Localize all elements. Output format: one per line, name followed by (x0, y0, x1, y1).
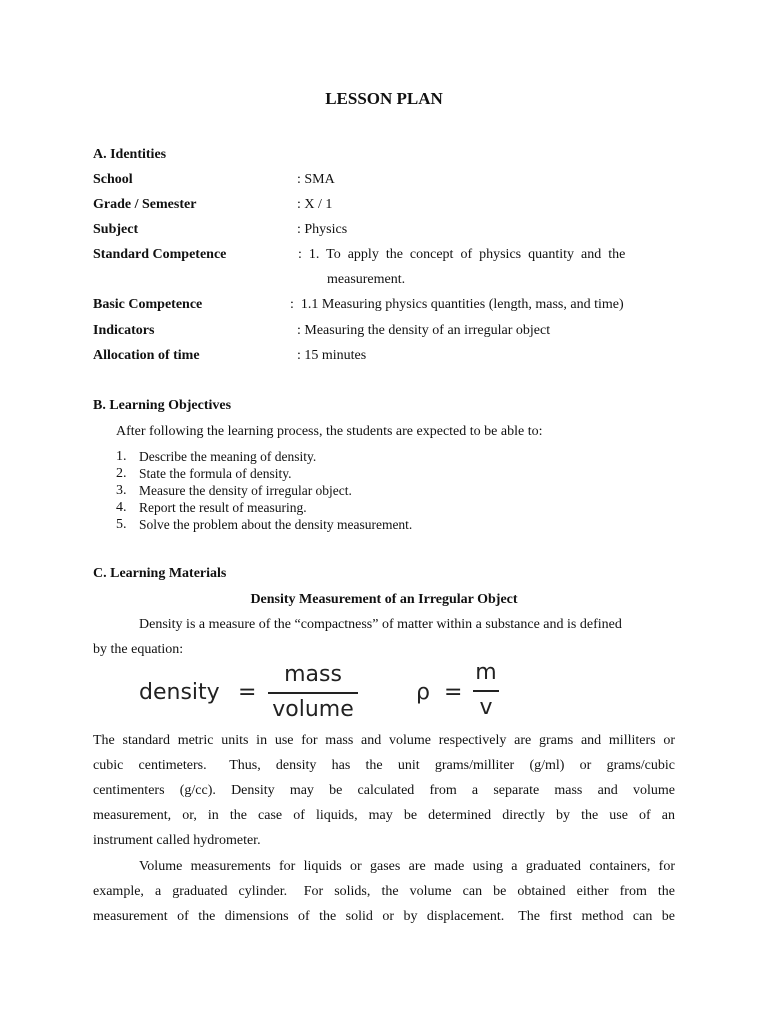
list-item-number: 2. (116, 466, 127, 481)
value-indicators: : Measuring the density of an irregular object (297, 323, 551, 338)
value-allocation-of-time: : 15 minutes (297, 348, 367, 363)
formula-equals: = (238, 680, 257, 705)
value-school: : SMA (297, 172, 335, 187)
label-indicators: Indicators (93, 323, 155, 338)
formula-numerator-2: m (475, 660, 497, 685)
paragraph-line: measurement, or, in the case of liquids, may be determined directly by the use of an (93, 808, 675, 823)
section-c-subtitle: Density Measurement of an Irregular Object (250, 592, 518, 607)
value-grade-semester: : X / 1 (297, 197, 333, 212)
paragraph-line: instrument called hydrometer. (93, 833, 261, 848)
paragraph-line: example, a graduated cylinder. For solids, the volume can be obtained either from the (93, 884, 675, 899)
list-item-number: 3. (116, 483, 127, 498)
page-title: LESSON PLAN (325, 89, 443, 108)
label-standard-competence: Standard Competence (93, 247, 227, 262)
list-item: Describe the meaning of density. (139, 449, 317, 464)
fraction-bar (268, 692, 358, 694)
paragraph-line: measurement of the dimensions of the solid or by displacement. The first method can be (93, 909, 675, 924)
formula-denominator-2: v (479, 695, 493, 720)
list-item: Report the result of measuring. (139, 500, 307, 515)
label-basic-competence: Basic Competence (93, 297, 203, 312)
section-a-heading: A. Identities (93, 147, 167, 162)
label-grade-semester: Grade / Semester (93, 197, 197, 212)
fraction-bar-2 (473, 690, 499, 692)
formula-rho: ρ (416, 680, 430, 705)
value-standard-competence: : 1. To apply the concept of physics quantity and the (298, 247, 626, 262)
list-item: Measure the density of irregular object. (139, 483, 352, 498)
list-item: State the formula of density. (139, 466, 292, 481)
objectives-intro: After following the learning process, the students are expected to be able to: (116, 424, 543, 439)
formula-equals-2: = (444, 680, 463, 705)
list-item-number: 1. (116, 449, 127, 464)
paragraph-line: Volume measurements for liquids or gases are made using a graduated containers, for (139, 859, 675, 874)
value-subject: : Physics (297, 222, 348, 237)
paragraph-line: cubic centimeters. Thus, density has the unit grams/milliter (g/ml) or grams/cubic (93, 758, 675, 773)
paragraph-line: Density is a measure of the “compactness” of matter within a substance and is defined (139, 617, 622, 632)
section-c-heading: C. Learning Materials (93, 566, 227, 581)
paragraph-line: by the equation: (93, 642, 184, 657)
section-b-heading: B. Learning Objectives (93, 398, 232, 413)
label-allocation-of-time: Allocation of time (93, 348, 200, 363)
paragraph-line: centimenters (g/cc). Density may be calculated from a separate mass and volume (93, 783, 675, 798)
label-subject: Subject (93, 222, 139, 237)
formula-lhs: density (139, 680, 220, 705)
list-item: Solve the problem about the density measurement. (139, 517, 413, 532)
value-standard-competence-cont: measurement. (327, 272, 406, 287)
formula-denominator: volume (272, 697, 354, 722)
formula-numerator: mass (284, 662, 342, 687)
label-school: School (93, 172, 133, 187)
list-item-number: 4. (116, 500, 127, 515)
paragraph-line: The standard metric units in use for mass and volume respectively are grams and milliters or (93, 733, 675, 748)
value-basic-competence: : 1.1 Measuring physics quantities (length, mass, and time) (290, 297, 624, 312)
list-item-number: 5. (116, 517, 127, 532)
